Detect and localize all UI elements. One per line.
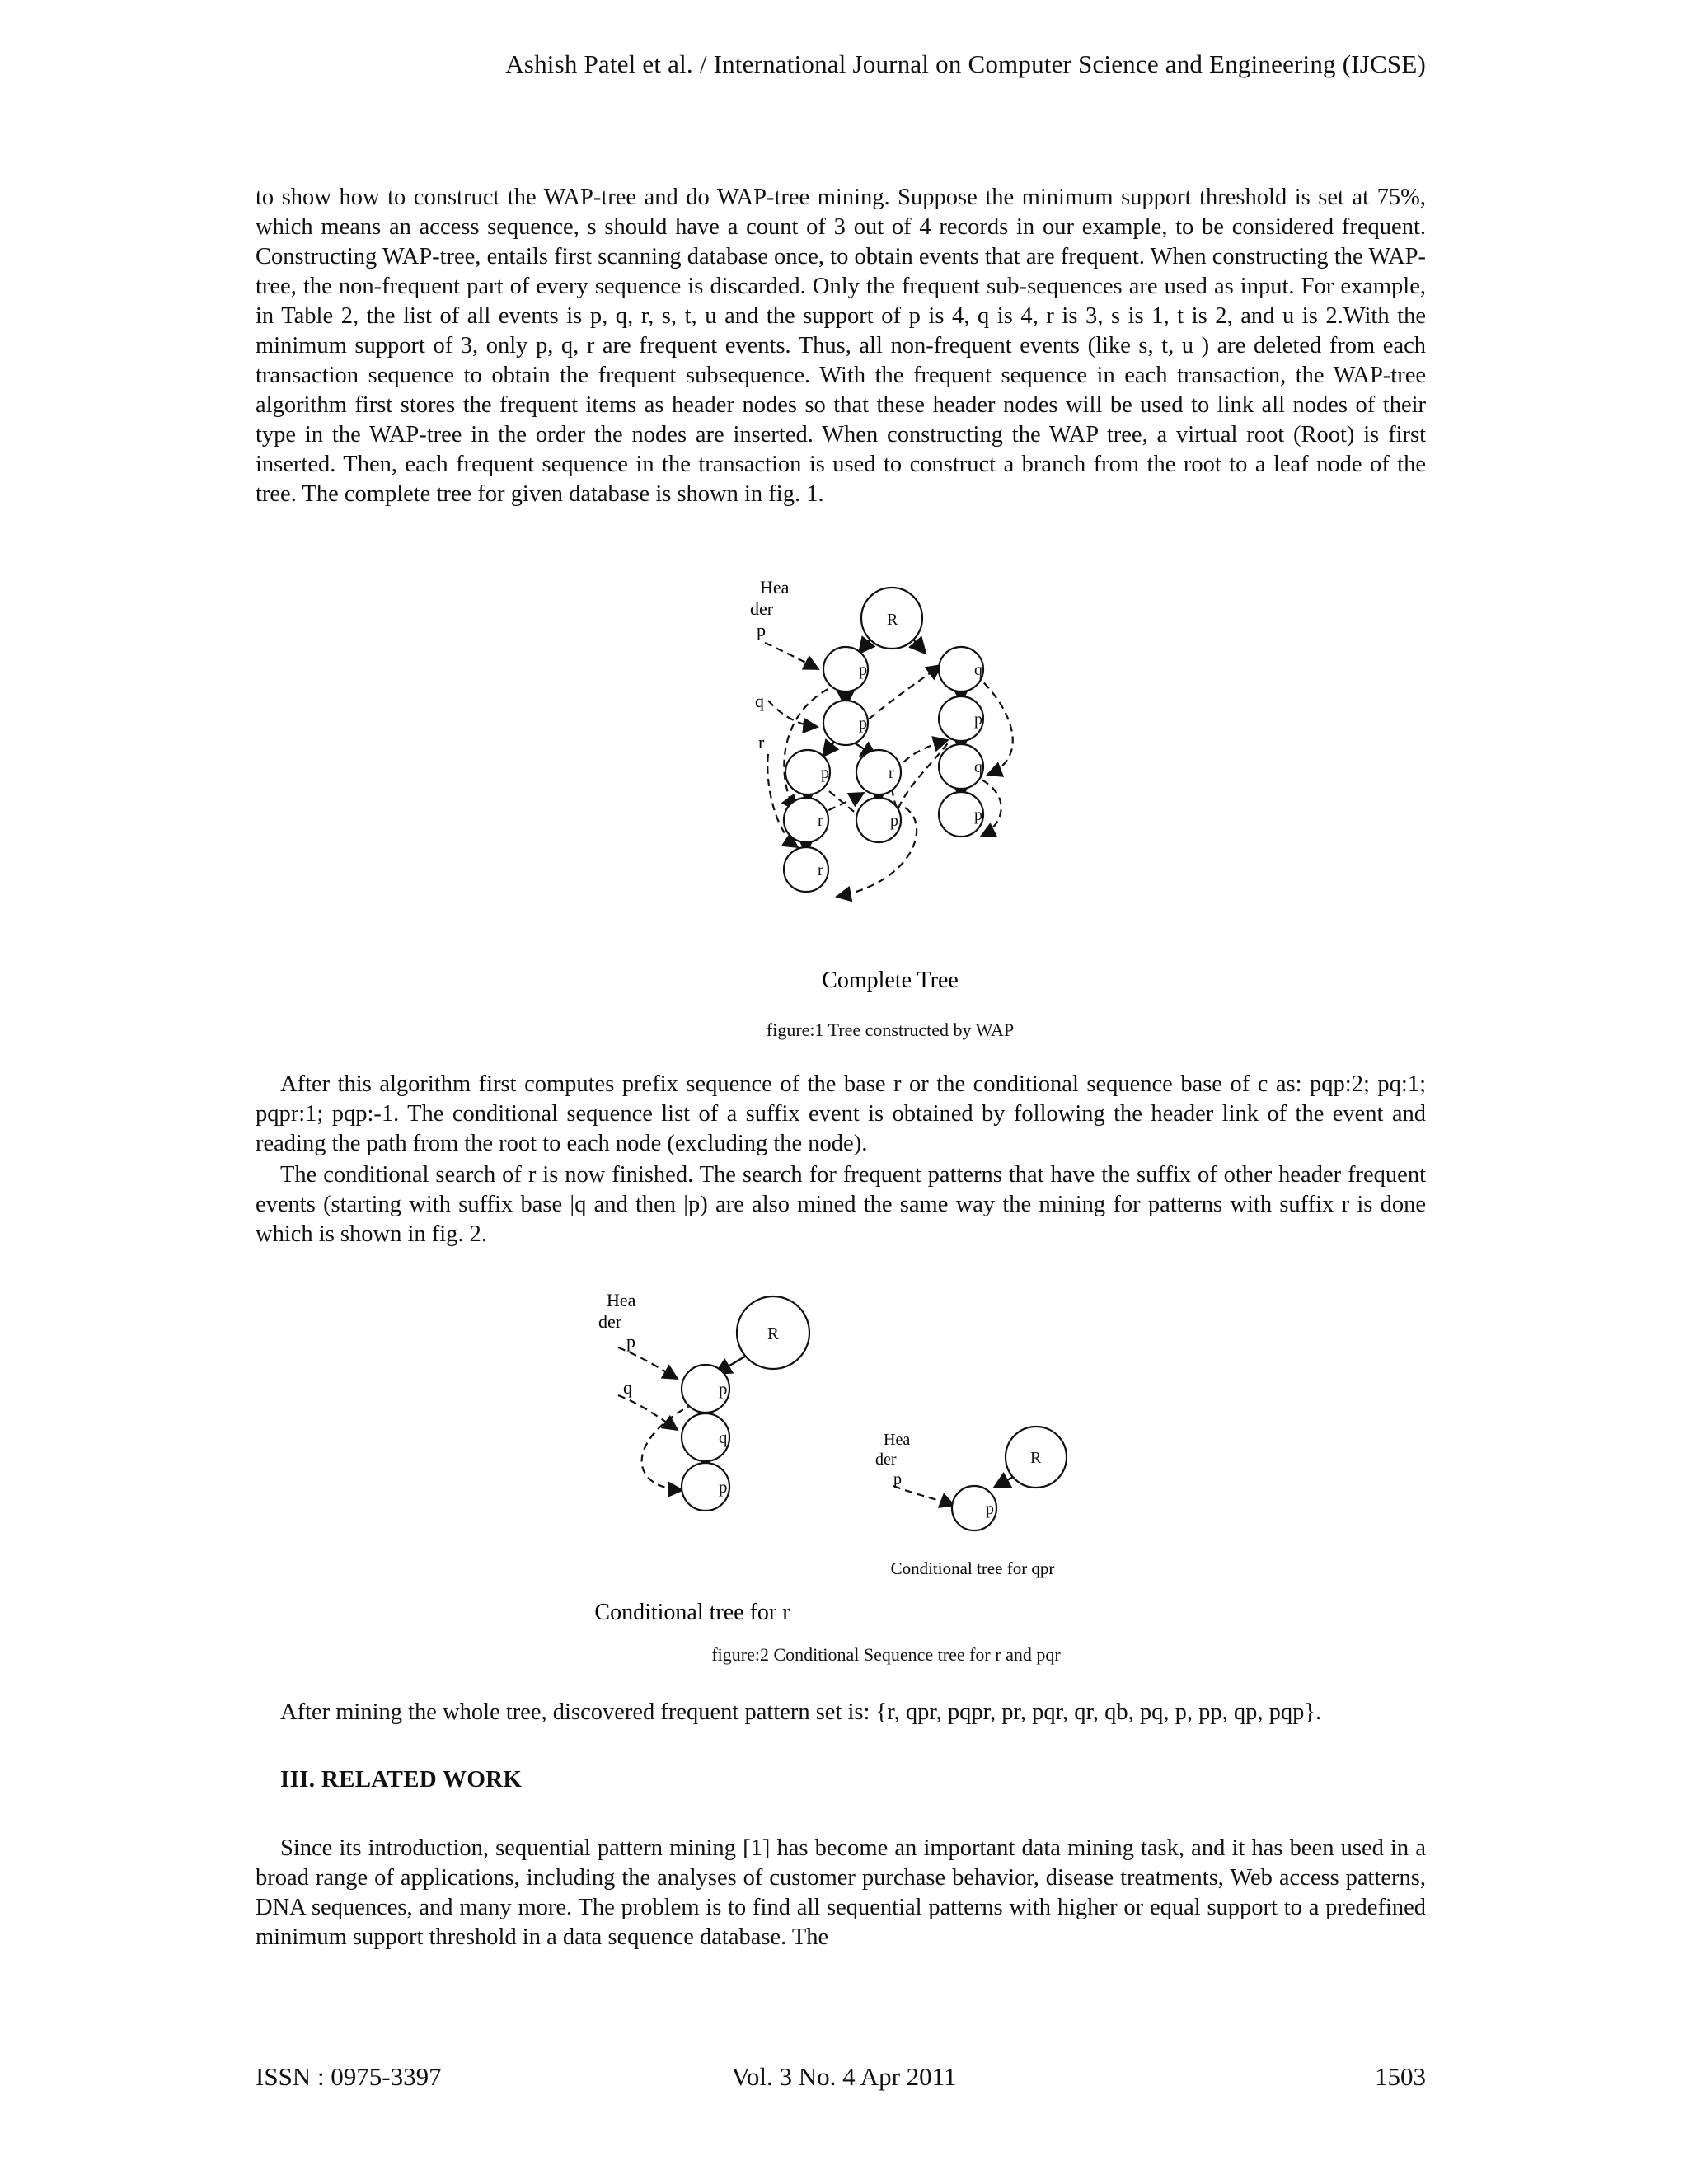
svg-text:p: p [821,764,829,782]
svg-text:r: r [818,861,823,879]
figure-1-complete-tree [725,569,1055,1014]
paragraph-conditional-search: The conditional search of r is now finished. The search for frequent patterns that have the suffix of other header frequent events (starting with suffix base |q and then |p) are also mined the same way the mining for patterns with suffix r is done which is shown in fig. 2. [256,1162,1426,1247]
header-label-line2: der [750,598,774,619]
paragraph-related-work: Since its introduction, sequential pattern mining [1] has become an important data mining task, and it has been used in a broad range of applications, including the analyses of customer purchase behavior, disease treatments, Web access patterns, DNA sequences, and many more. The problem is to find all sequential patterns with higher or equal support to a predefined minimum support threshold in a data sequence database. The [256,1835,1426,1950]
header-item-q: q [755,691,764,711]
header-label-line1: Hea [760,577,790,598]
figure-2-conditional-trees [577,1282,1154,1628]
svg-text:p: p [986,1500,994,1518]
svg-text:Hea: Hea [884,1431,911,1449]
paragraph-wap-construction: to show how to construct the WAP-tree and do WAP-tree mining. Suppose the minimum support threshold is set at 75%, which means an access sequence, s should have a count of 3 out of 4 records in our example, to be considered frequent. Constructing WAP-tree, entails first scanning database once, to obtain events that are frequent. When constructing the WAP-tree, the non-frequent part of every sequence is discarded. Only the frequent sub-sequences are used as input. For example, in Table 2, the list of all events is p, q, r, s, t, u and the support of p is 4, q is 4, r is 3, s is 1, t is 2, and u is 2.With the minimum support of 3, only p, q, r are frequent events. Thus, all non-frequent events (like s, t, u ) are deleted from each transaction sequence to obtain the frequent subsequence. With the frequent sequence in each transaction, the WAP-tree algorithm first stores the frequent items as header nodes so that these header nodes will be used to link all nodes of their type in the WAP-tree in the order the nodes are inserted. When constructing the WAP tree, a virtual root (Root) is first inserted. Then, each frequent sequence in the transaction is used to construct a branch from the root to a leaf node of the tree. The complete tree for given database is shown in fig. 1. [256,185,1426,507]
paragraph-frequent-pattern-set: After mining the whole tree, discovered frequent pattern set is: {r, qpr, pqpr, pr, pqr, qr, qb, pq, p, pp, qp, pqp}. [280,1699,1322,1725]
root-label: R [887,611,898,629]
svg-text:R: R [1030,1449,1042,1467]
conditional-tree-r [594,1290,809,1625]
svg-text:p: p [626,1331,635,1352]
paragraph-prefix-sequence: After this algorithm first computes prefix sequence of the base r or the conditional sequence base of c as: pqp:2; pq:1; pqpr:1; pqp:-1. The conditional sequence list of a suffix event is obtained by following the header link of the event and reading the path from the root to each node (excluding the node). [256,1071,1426,1156]
svg-text:r: r [818,812,823,830]
figure-2-caption: figure:2 Conditional Sequence tree for r and pqr [711,1644,1061,1665]
svg-text:p: p [859,715,867,733]
header-item-r: r [758,732,765,752]
footer-page-number: 1503 [1375,2062,1426,2091]
svg-text:q: q [719,1427,728,1447]
svg-text:p: p [974,806,982,824]
figure-2-diagram [577,1282,1154,1628]
svg-text:r: r [889,764,894,782]
svg-text:p: p [719,1379,728,1399]
running-header: Ashish Patel et al. / International Journal on Computer Science and Engineering (IJCSE) [505,49,1426,78]
svg-text:p: p [890,812,898,830]
footer-volume: Vol. 3 No. 4 Apr 2011 [731,2062,957,2091]
svg-text:p: p [974,710,982,729]
figure-2-left-subtitle: Conditional tree for r [594,1600,790,1625]
tree-nodes [784,588,983,892]
figure-2-right-subtitle: Conditional tree for qpr [890,1558,1055,1578]
section-heading-related-work: III. RELATED WORK [280,1766,523,1793]
figure-1-subtitle: Complete Tree [822,968,959,993]
footer-issn: ISSN : 0975-3397 [256,2062,442,2091]
header-item-p: p [757,620,766,640]
svg-text:der: der [875,1451,897,1469]
conditional-tree-qpr [875,1427,1067,1578]
svg-text:R: R [767,1324,780,1343]
svg-text:q: q [974,758,982,776]
figure-1-diagram [725,569,1055,1014]
svg-text:der: der [598,1311,622,1332]
svg-text:p: p [719,1477,728,1497]
figure-1-caption: figure:1 Tree constructed by WAP [766,1019,1015,1040]
svg-text:q: q [974,661,982,679]
svg-text:p: p [859,661,867,679]
svg-text:p: p [893,1470,902,1488]
svg-text:Hea: Hea [607,1290,636,1310]
svg-text:q: q [623,1377,632,1398]
